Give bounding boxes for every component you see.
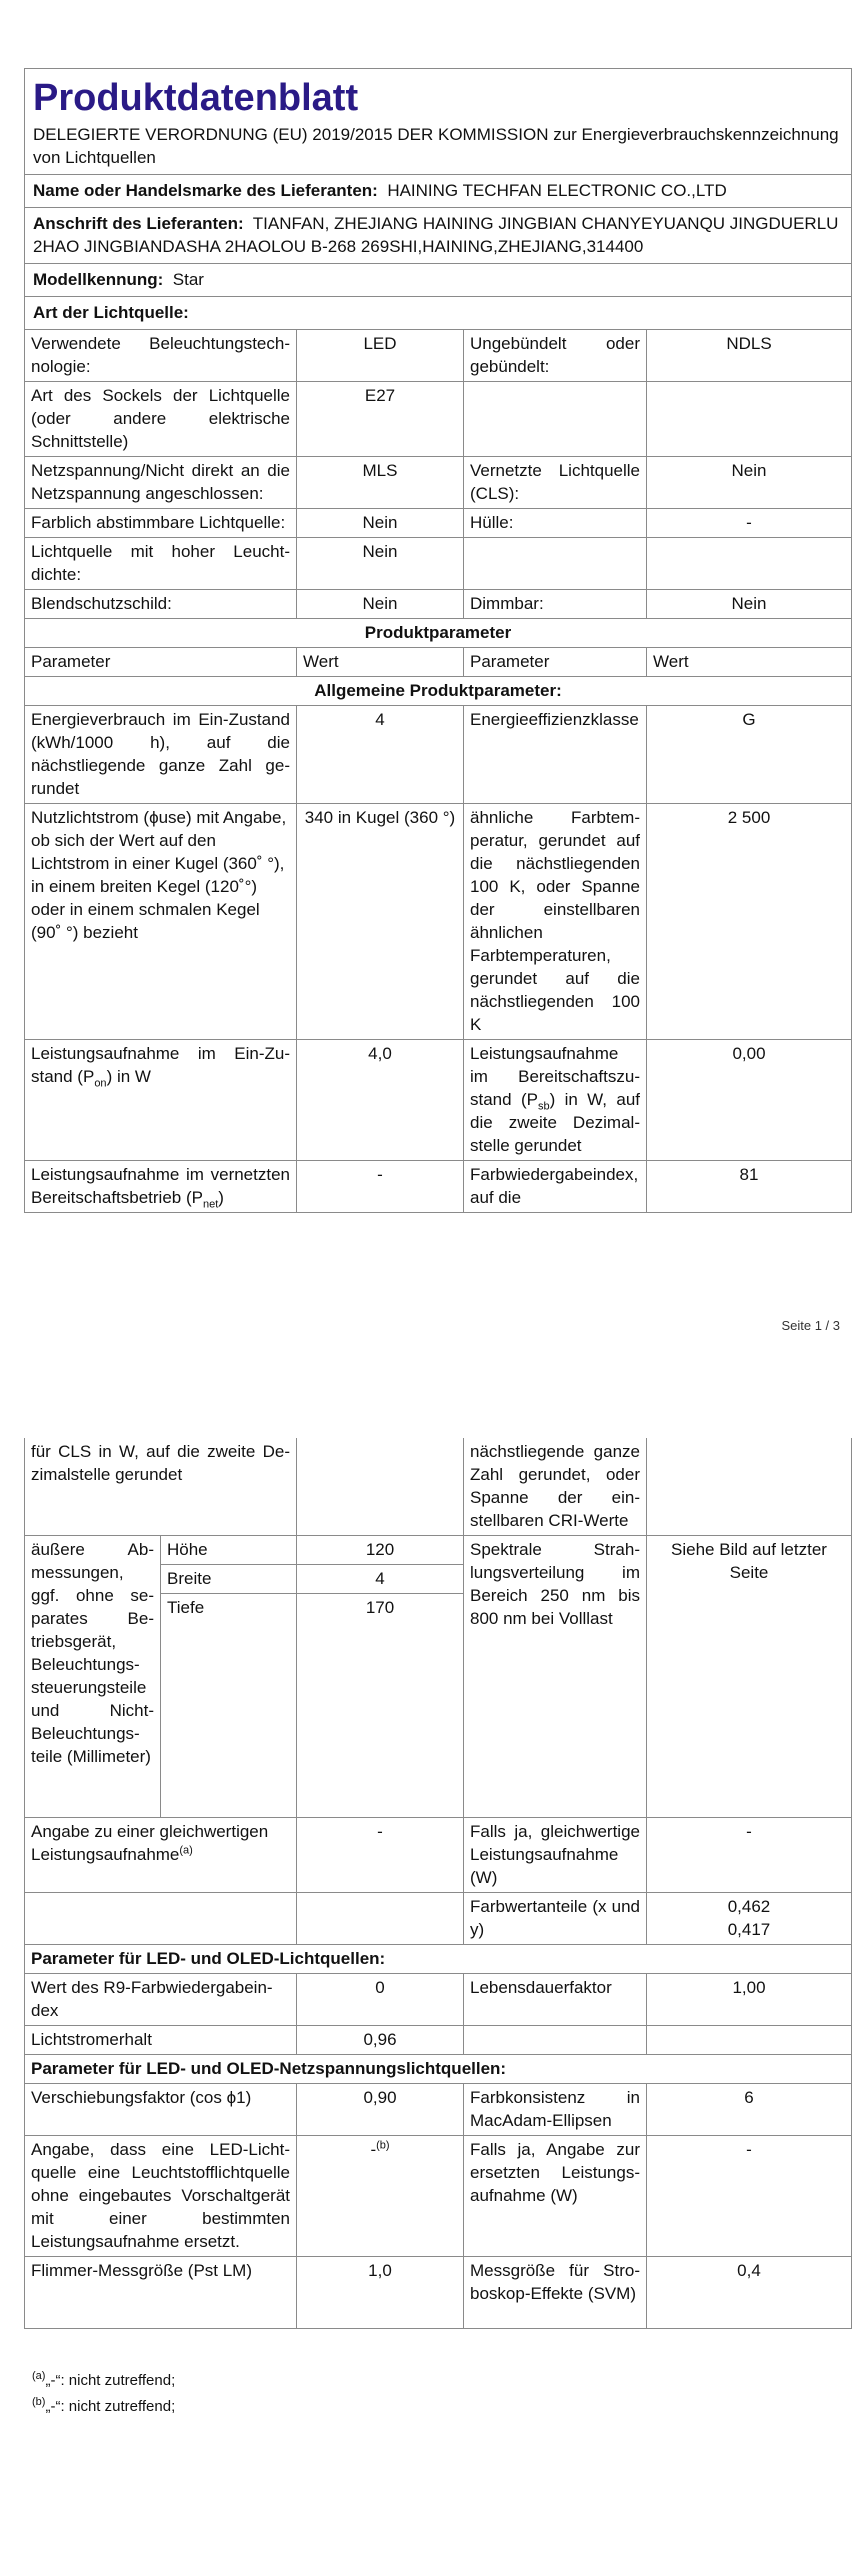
param-label bbox=[464, 538, 647, 590]
param-label: Lichtquelle mit hoher Leuchtdichte: bbox=[25, 538, 297, 590]
column-header-row bbox=[25, 648, 852, 677]
param-label: Falls ja, Angabe zur ersetzten Leistungsaufnahme (W) bbox=[464, 2136, 647, 2257]
column-header: Parameter bbox=[464, 648, 647, 677]
param-label bbox=[464, 2026, 647, 2055]
datasheet-page-1 bbox=[24, 68, 851, 1320]
param-label: Hülle: bbox=[464, 509, 647, 538]
param-label: Spektrale Strahlungsverteilung im Bereich 250 nm bis 800 nm bei Volllast bbox=[464, 1536, 647, 1818]
table-row bbox=[25, 1438, 852, 1536]
param-label: Lichtstromerhalt bbox=[25, 2026, 297, 2055]
dimension-value: 4 bbox=[297, 1565, 464, 1594]
param-value: Nein bbox=[297, 538, 464, 590]
param-value: Nein bbox=[647, 457, 852, 509]
param-label: Wert des R9-Farbwiedergabeindex bbox=[25, 1974, 297, 2026]
param-value: 4,0 bbox=[297, 1040, 464, 1161]
param-value: Nein bbox=[647, 590, 852, 619]
param-value bbox=[647, 2026, 852, 2055]
table-row bbox=[25, 804, 852, 1040]
param-label: Lebensdauerfaktor bbox=[464, 1974, 647, 2026]
dimension-value: 120 bbox=[297, 1536, 464, 1565]
table-row bbox=[25, 330, 852, 382]
param-label: Farbwiedergabeindex, auf die bbox=[464, 1161, 647, 1213]
table-row bbox=[25, 457, 852, 509]
param-label: Angabe zu einer gleichwertigen Leistungsaufnahme$^{(a)}$ bbox=[25, 1818, 297, 1893]
param-label: Nutzlichtstrom (ϕuse) mit Angabe, ob sich der Wert auf den Lichtstrom in einer Kugel (360˚ °), in einem breiten Kegel (120˚°) oder in einem schmalen Kegel (90˚ °) bezieht bbox=[25, 804, 297, 1040]
address-row bbox=[25, 208, 852, 264]
param-value: 0 bbox=[297, 1974, 464, 2026]
table-row bbox=[25, 2136, 852, 2257]
param-label: Dimmbar: bbox=[464, 590, 647, 619]
param-value: - bbox=[647, 1818, 852, 1893]
column-header: Wert bbox=[297, 648, 464, 677]
param-value: Nein bbox=[297, 509, 464, 538]
table-row bbox=[25, 2257, 852, 2329]
dimension-name: Breite bbox=[161, 1565, 297, 1594]
footnote-b: $^{(b)}$„-“: nicht zutreffend; bbox=[32, 2396, 176, 2415]
header-cell bbox=[25, 69, 852, 175]
address-value: TIANFAN, ZHEJIANG HAINING JINGBIAN CHANYEYUANQU JINGDUERLU 2HAO JINGBIANDASHA 2HAOLOU B-268 269SHI,HAINING,ZHEJIANG,314400 bbox=[33, 214, 839, 256]
regulation-text: DELEGIERTE VERORDNUNG (EU) 2019/2015 DER KOMMISSION zur Energieverbrauchskennzeichnung von Lichtquellen bbox=[33, 125, 839, 167]
param-label: ähnliche Farbtemperatur, gerundet auf die nächstliegenden 100 K, oder Spanne der einstellbaren ähnlichen Farbtemperaturen, gerundet auf die nächstliegenden 100 K bbox=[464, 804, 647, 1040]
table-row bbox=[25, 1818, 852, 1893]
param-label: für CLS in W, auf die zweite Dezimalstelle gerundet bbox=[25, 1438, 297, 1536]
section-led-parameters: Parameter für LED- und OLED-Lichtquellen: bbox=[25, 1945, 852, 1974]
datasheet-table-page-1 bbox=[24, 68, 852, 1213]
param-label: Leistungsaufnahme im Ein-Zustand $(P_{on})$ in W bbox=[25, 1040, 297, 1161]
section-mains-parameters: Parameter für LED- und OLED-Netzspannungslichtquellen: bbox=[25, 2055, 852, 2084]
param-label: Art des Sockels der Lichtquelle (oder andere elektrische Schnittstelle) bbox=[25, 382, 297, 457]
table-row bbox=[25, 1536, 852, 1565]
model-value: Star bbox=[172, 270, 204, 289]
param-label: Energieverbrauch im Ein-Zustand (kWh/1000 h), auf die nächstliegende ganze Zahl gerundet bbox=[25, 706, 297, 804]
param-value: 0,00 bbox=[647, 1040, 852, 1161]
param-value: 0,4 bbox=[647, 2257, 852, 2329]
param-label: Verschiebungsfaktor (cos ϕ1) bbox=[25, 2084, 297, 2136]
footnote-a: $^{(a)}$„-“: nicht zutreffend; bbox=[32, 2370, 176, 2389]
param-label: Messgröße für Stroboskop-Effekte (SVM) bbox=[464, 2257, 647, 2329]
param-value: 2 500 bbox=[647, 804, 852, 1040]
model-label: Modellkennung: bbox=[33, 270, 164, 289]
param-label: Verwendete Beleuchtungstechnologie: bbox=[25, 330, 297, 382]
param-label: nächstliegende ganze Zahl gerundet, oder Spanne der einstellbaren CRI-Werte bbox=[464, 1438, 647, 1536]
param-value: 0,462 0,417 bbox=[647, 1893, 852, 1945]
table-row bbox=[25, 1161, 852, 1213]
param-value: 0,90 bbox=[297, 2084, 464, 2136]
param-label: Farbwertanteile (x und y) bbox=[464, 1893, 647, 1945]
model-row bbox=[25, 264, 852, 297]
table-row bbox=[25, 509, 852, 538]
param-value: - bbox=[647, 2136, 852, 2257]
page-title: Produktdatenblatt bbox=[33, 77, 359, 119]
param-value bbox=[647, 382, 852, 457]
column-header: Wert bbox=[647, 648, 852, 677]
param-value: Nein bbox=[297, 590, 464, 619]
page-number: Seite 1 / 3 bbox=[781, 1318, 840, 1333]
param-value: 6 bbox=[647, 2084, 852, 2136]
table-row bbox=[25, 2026, 852, 2055]
datasheet-page-2 bbox=[24, 1438, 851, 2438]
param-label: Netzspannung/Nicht direkt an die Netzspannung angeschlossen: bbox=[25, 457, 297, 509]
section-product-parameters: Produktparameter bbox=[25, 619, 852, 648]
param-value: G bbox=[647, 706, 852, 804]
param-value bbox=[297, 1438, 464, 1536]
param-label: Leistungsaufnahme im vernetzten Bereitschaftsbetrieb $(P_{net})$ bbox=[25, 1161, 297, 1213]
param-value: 4 bbox=[297, 706, 464, 804]
datasheet-table-page-2 bbox=[24, 1438, 852, 2329]
dimension-name: Höhe bbox=[161, 1536, 297, 1565]
dimension-value: 170 bbox=[297, 1594, 464, 1623]
param-label: Blendschutzschild: bbox=[25, 590, 297, 619]
param-value: 0,96 bbox=[297, 2026, 464, 2055]
section-general-parameters: Allgemeine Produktparameter: bbox=[25, 677, 852, 706]
param-label: Falls ja, gleichwertige Leistungsaufnahme (W) bbox=[464, 1818, 647, 1893]
param-label: Flimmer-Messgröße (Pst LM) bbox=[25, 2257, 297, 2329]
param-label bbox=[464, 382, 647, 457]
param-value: - bbox=[297, 1818, 464, 1893]
dimension-name: Tiefe bbox=[161, 1594, 297, 1623]
param-value: NDLS bbox=[647, 330, 852, 382]
param-value: 81 bbox=[647, 1161, 852, 1213]
param-value bbox=[647, 538, 852, 590]
table-row bbox=[25, 1974, 852, 2026]
param-label: Farblich abstimmbare Lichtquelle: bbox=[25, 509, 297, 538]
section-light-source-type: Art der Lichtquelle: bbox=[25, 297, 852, 330]
address-label: Anschrift des Lieferanten: bbox=[33, 214, 244, 233]
param-value: LED bbox=[297, 330, 464, 382]
table-row bbox=[25, 706, 852, 804]
supplier-value: HAINING TECHFAN ELECTRONIC CO.,LTD bbox=[387, 181, 727, 200]
param-value: MLS bbox=[297, 457, 464, 509]
param-label: Leistungsaufnahme im Bereitschaftszustand $(P_{sb})$ in W, auf die zweite Dezimalstelle gerundet bbox=[464, 1040, 647, 1161]
table-row bbox=[25, 382, 852, 457]
param-value: 340 in Kugel (360 °) bbox=[297, 804, 464, 1040]
supplier-label: Name oder Handelsmarke des Lieferanten: bbox=[33, 181, 378, 200]
param-value: 1,00 bbox=[647, 1974, 852, 2026]
table-row bbox=[25, 590, 852, 619]
param-label: Energieeffizienzklasse bbox=[464, 706, 647, 804]
param-label: Angabe, dass eine LED-Lichtquelle eine Leuchtstofflichtquelle ohne eingebautes Vorschaltgerät mit einer bestimmten Leistungsaufnahme ersetzt. bbox=[25, 2136, 297, 2257]
param-value: 1,0 bbox=[297, 2257, 464, 2329]
table-row bbox=[25, 1893, 852, 1945]
dimensions-label: äußere Abmessungen, ggf. ohne separates Betriebsgerät, Beleuchtungssteuerungsteile und Nicht-Beleuchtungsteile (Millimeter) bbox=[25, 1536, 161, 1818]
param-label: Ungebündelt oder gebündelt: bbox=[464, 330, 647, 382]
param-label: Farbkonsistenz in MacAdam-Ellipsen bbox=[464, 2084, 647, 2136]
param-value: -$^{(b)}$ bbox=[297, 2136, 464, 2257]
param-label: Vernetzte Lichtquelle (CLS): bbox=[464, 457, 647, 509]
param-value: Siehe Bild auf letzter Seite bbox=[647, 1536, 852, 1818]
column-header: Parameter bbox=[25, 648, 297, 677]
param-value: E27 bbox=[297, 382, 464, 457]
table-row bbox=[25, 538, 852, 590]
param-value: - bbox=[647, 509, 852, 538]
supplier-row bbox=[25, 175, 852, 208]
param-value bbox=[647, 1438, 852, 1536]
table-row bbox=[25, 2084, 852, 2136]
param-value: - bbox=[297, 1161, 464, 1213]
table-row bbox=[25, 1040, 852, 1161]
